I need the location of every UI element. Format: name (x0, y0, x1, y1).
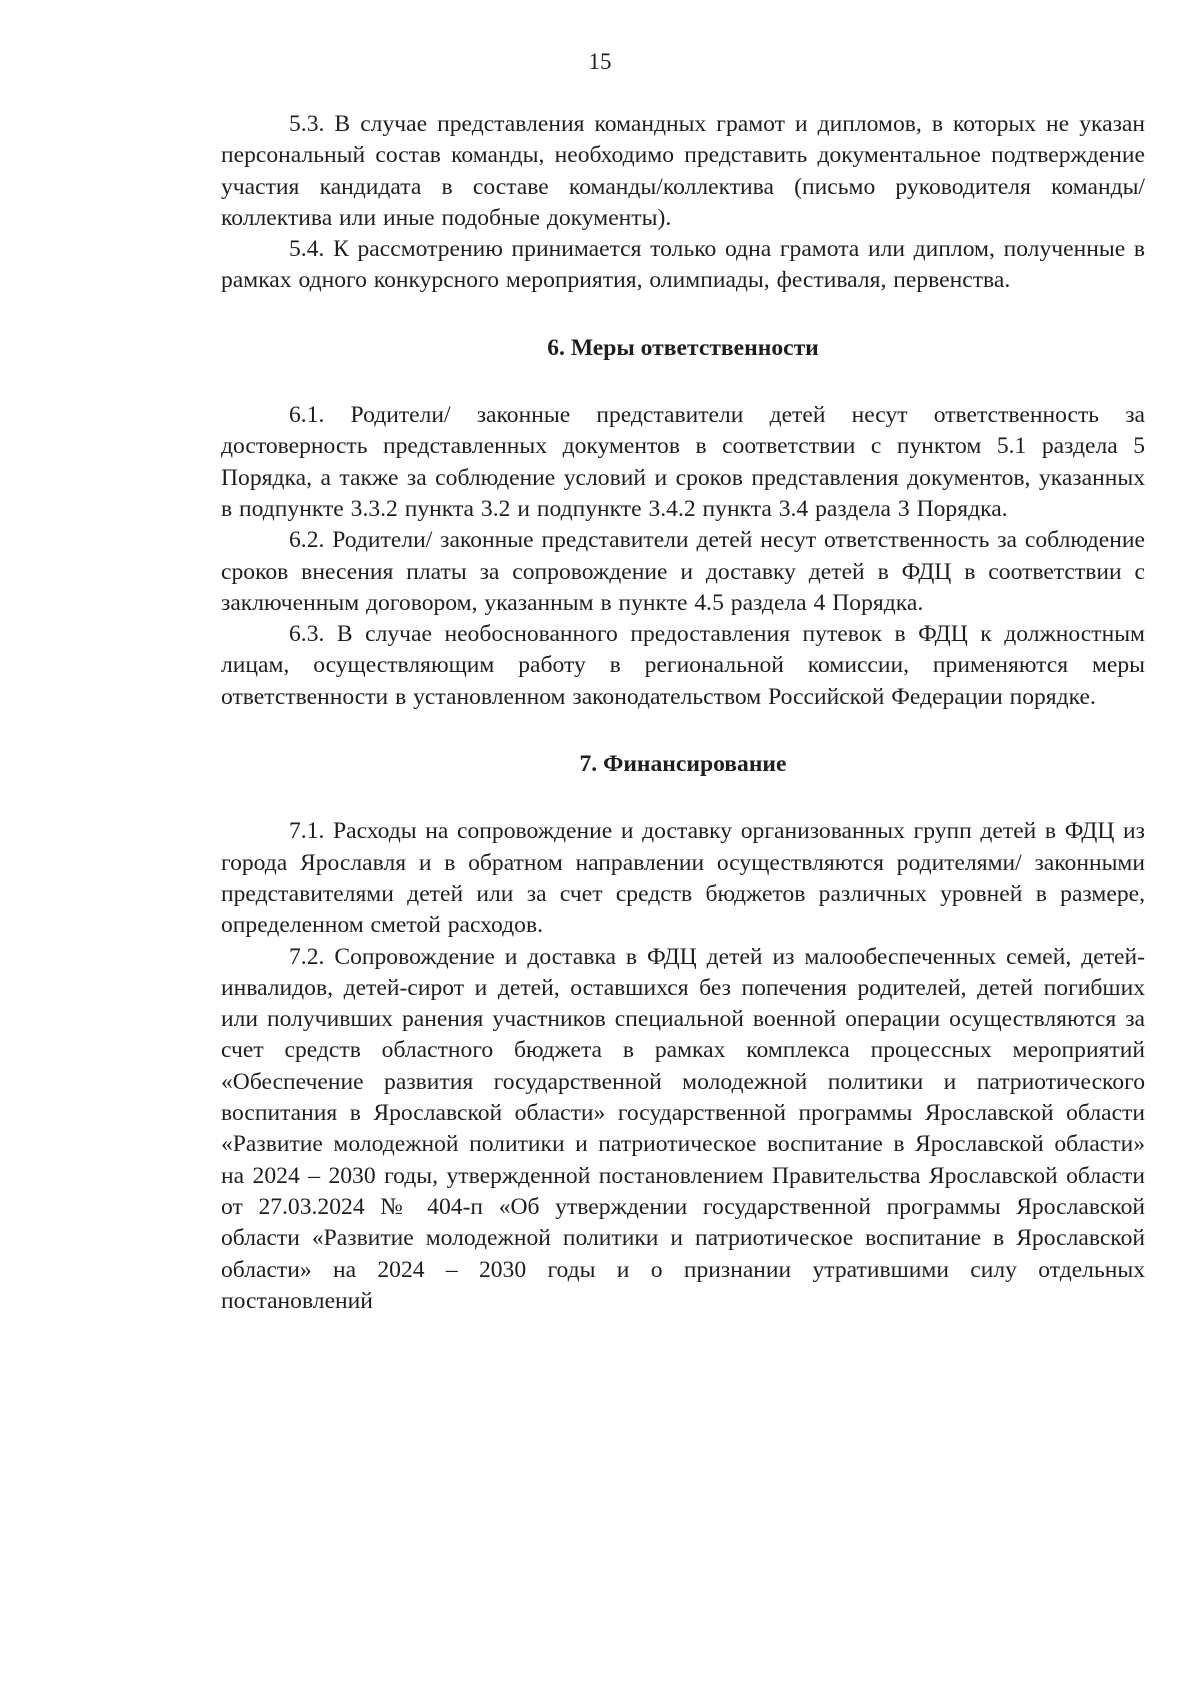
section-6-heading: 6. Меры ответственности (547, 334, 819, 361)
section-7-heading: 7. Финансирование (579, 751, 787, 778)
paragraph-7-2: 7.2. Сопровождение и доставка в ФДЦ детей из малообеспеченных семей, детей-инвалидов, детей-сирот и детей, оставшихся без попечения родителей, детей погибших или получивших ранения участников специальной военной операции осуществляются за счет средств областного бюджета в рамках комплекса процессных мероприятий «Обеспечение развития государственной молодежной политики и патриотического воспитания в Ярославской области» государственной программы Ярославской области «Развитие молодежной политики и патриотическое воспитание в Ярославской области» на 2024 – 2030 годы, утвержденной постановлением Правительства Ярославской области от 27.03.2024 № 404-п «Об утверждении государственной программы Ярославской области «Развитие молодежной политики и патриотическое воспитание в Ярославской области» на 2024 – 2030 годы и о признании утратившими силу отдельных постановлений (221, 943, 1145, 1314)
paragraph-7-1: 7.1. Расходы на сопровождение и доставку организованных групп детей в ФДЦ из города Ярославля и в обратном направлении осуществляются родителями/ законными представителями детей или за счет средств бюджетов различных уровней в размере, определенном сметой расходов. (221, 818, 1145, 939)
paragraph-6-1: 6.1. Родители/ законные представители детей несут ответственность за достоверность представленных документов в соответствии с пунктом 5.1 раздела 5 Порядка, а также за соблюдение условий и сроков представления документов, указанных в подпункте 3.3.2 пункта 3.2 и подпункте 3.4.2 пункта 3.4 раздела 3 Порядка. (221, 402, 1145, 522)
paragraph-6-2: 6.2. Родители/ законные представители детей несут ответственность за соблюдение сроков внесения платы за сопровождение и доставку детей в ФДЦ в соответствии с заключенным договором, указанным в пункте 4.5 раздела 4 Порядка. (221, 527, 1145, 616)
paragraph-6-3: 6.3. В случае необоснованного предоставления путевок в ФДЦ к должностным лицам, осуществляющим работу в региональной комиссии, применяются меры ответственности в установленном законодательством Российской Федерации порядке. (221, 621, 1145, 710)
page-number: 15 (588, 49, 612, 74)
document-body (221, 109, 1145, 1317)
paragraph-5-3: 5.3. В случае представления командных грамот и дипломов, в которых не указан персональный состав команды, необходимо представить документальное подтверждение участия кандидата в составе команды/коллектива (письмо руководителя команды/коллектива или иные подобные документы). (221, 111, 1145, 231)
paragraph-5-4: 5.4. К рассмотрению принимается только одна грамота или диплом, полученные в рамках одного конкурсного мероприятия, олимпиады, фестиваля, первенства. (221, 236, 1145, 294)
